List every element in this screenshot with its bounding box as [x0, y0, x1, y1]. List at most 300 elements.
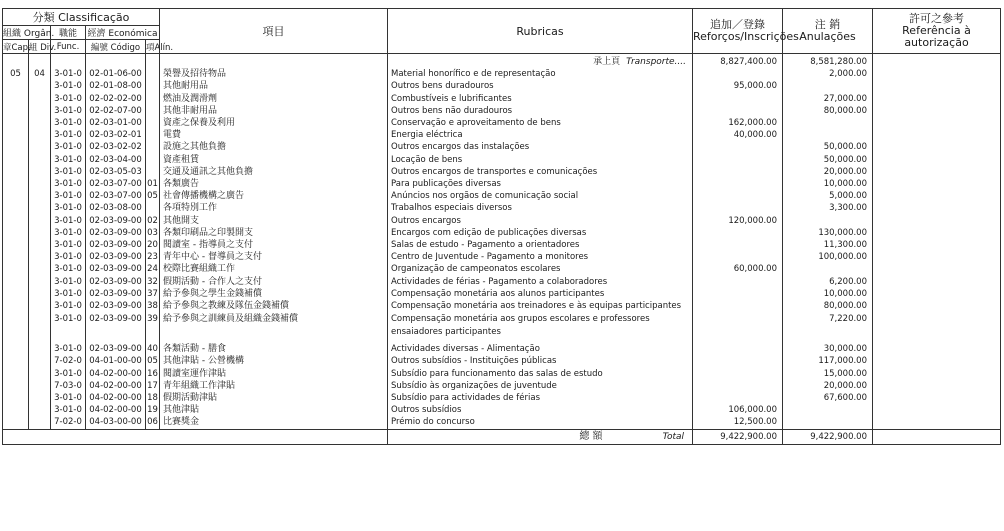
cell-div: [29, 227, 51, 239]
cell-referencia: [873, 239, 1001, 251]
total-row: [3, 429, 1001, 444]
cell-rubrica: Locação de bens: [388, 154, 693, 166]
cell-alin: 05: [147, 356, 158, 367]
cell-referencia: [873, 190, 1001, 202]
cell-referencia: [873, 392, 1001, 404]
table-row: [3, 404, 1001, 416]
cell-cap: [3, 129, 29, 141]
cell-anulacoes: 50,000.00: [783, 141, 873, 153]
cell-referencia: [873, 416, 1001, 429]
cell-anulacoes: 130,000.00: [783, 227, 873, 239]
cell-anulacoes: 10,000.00: [783, 288, 873, 300]
cell-div: [29, 202, 51, 214]
cell-alin: 17: [147, 380, 158, 391]
cell-rubrica: Salas de estudo - Pagamento a orientadores: [388, 239, 693, 251]
cell-div: 04: [29, 68, 51, 80]
table-row: [3, 380, 1001, 392]
cell-code: 02-03-09-00: [86, 276, 146, 288]
transport-zh: 承上頁: [593, 57, 621, 67]
cell-func: 3-01-0: [51, 141, 86, 153]
cell-reforcos: 120,000.00: [693, 215, 783, 227]
cell-func: 3-01-0: [51, 404, 86, 416]
cell-reforcos: [693, 93, 783, 105]
cell-items: 閱讀室運作津貼: [160, 368, 388, 380]
cell-referencia: [873, 178, 1001, 190]
cell-reforcos: [693, 355, 783, 367]
cell-rubrica: Outros encargos de transportes e comunicações: [388, 166, 693, 178]
cell-rubrica: Anúncios nos orgãos de comunicação social: [388, 190, 693, 202]
cell-referencia: [873, 80, 1001, 92]
cell-items: 各類活動 - 膳食: [160, 343, 388, 355]
cell-items: 社會傳播機構之廣告: [160, 190, 388, 202]
cell-div: [29, 154, 51, 166]
cell-anulacoes: 2,000.00: [783, 68, 873, 80]
table-row: [3, 154, 1001, 166]
header-referencia-zh: 許可之參考: [909, 12, 964, 25]
cell-code: 02-03-02-02: [86, 141, 146, 153]
cell-alin: [146, 141, 160, 153]
cell-reforcos: [693, 166, 783, 178]
cell-items: 其他津貼 - 公營機構: [160, 355, 388, 367]
header-items: 項目: [160, 9, 388, 54]
cell-div: [29, 190, 51, 202]
cell-func: 3-01-0: [51, 93, 86, 105]
cell-cap: [3, 202, 29, 214]
cell-anulacoes: [783, 129, 873, 141]
cell-rubrica: Outros encargos: [388, 215, 693, 227]
cell-div: [29, 117, 51, 129]
cell-div: [29, 141, 51, 153]
cell-anulacoes: [783, 416, 873, 429]
cell-cap: [3, 93, 29, 105]
cell-referencia: [873, 202, 1001, 214]
cell-items: 各類廣告: [160, 178, 388, 190]
cell-cap: [3, 416, 29, 429]
cell-items: 資產之保養及利用: [160, 117, 388, 129]
cell-anulacoes: [783, 263, 873, 275]
cell-rubrica: Subsídio para actividades de férias: [388, 392, 693, 404]
cell-anulacoes: 5,000.00: [783, 190, 873, 202]
cell-func: 3-01-0: [51, 68, 86, 80]
header-anulacoes-zh: 注 銷: [814, 18, 841, 31]
cell-items: 給予參與之教練及隊伍金錢補償: [160, 300, 388, 312]
table-row: [3, 166, 1001, 178]
cell-code: 02-02-07-00: [86, 105, 146, 117]
cell-div: [29, 129, 51, 141]
cell-items: 電費: [160, 129, 388, 141]
cell-code: 02-03-09-00: [86, 300, 146, 312]
cell-div: [29, 404, 51, 416]
cell-referencia: [873, 263, 1001, 275]
cell-referencia: [873, 105, 1001, 117]
cell-div: [29, 288, 51, 300]
cell-items: 給予參與之學生金錢補償: [160, 288, 388, 300]
cell-alin: 03: [147, 227, 158, 238]
cell-code: 02-03-09-00: [86, 288, 146, 300]
cell-rubrica: Compensação monetária aos treinadores e às equipas participantes: [388, 300, 693, 312]
header-economica: 經濟 Económica: [86, 26, 160, 40]
cell-anulacoes: 3,300.00: [783, 202, 873, 214]
table-row: [3, 190, 1001, 202]
cell-anulacoes: 11,300.00: [783, 239, 873, 251]
header-classificacao: 分類 Classificação: [3, 9, 160, 26]
cell-reforcos: [693, 141, 783, 153]
cell-anulacoes: 117,000.00: [783, 355, 873, 367]
cell-cap: [3, 368, 29, 380]
cell-cap: [3, 227, 29, 239]
cell-referencia: [873, 93, 1001, 105]
cell-code: 02-03-05-03: [86, 166, 146, 178]
cell-func: 3-01-0: [51, 312, 86, 343]
cell-cap: [3, 392, 29, 404]
cell-referencia: [873, 404, 1001, 416]
cell-reforcos: [693, 239, 783, 251]
cell-code: 02-03-07-00: [86, 190, 146, 202]
cell-cap: [3, 263, 29, 275]
cell-rubrica: Outros bens duradouros: [388, 80, 693, 92]
cell-func: 3-01-0: [51, 227, 86, 239]
cell-cap: [3, 404, 29, 416]
cell-div: [29, 355, 51, 367]
header-referencia-pt2: autorização: [904, 36, 969, 49]
table-row: [3, 288, 1001, 300]
cell-div: [29, 105, 51, 117]
cell-func: 3-01-0: [51, 239, 86, 251]
table-row: [3, 300, 1001, 312]
cell-rubrica: Conservação e aproveitamento de bens: [388, 117, 693, 129]
cell-referencia: [873, 368, 1001, 380]
cell-alin: 38: [147, 301, 158, 312]
cell-anulacoes: 27,000.00: [783, 93, 873, 105]
cell-rubrica: Subsídio para funcionamento das salas de estudo: [388, 368, 693, 380]
cell-func: 3-01-0: [51, 166, 86, 178]
cell-reforcos: 162,000.00: [693, 117, 783, 129]
cell-func: 3-01-0: [51, 368, 86, 380]
cell-rubrica: Para publicações diversas: [388, 178, 693, 190]
cell-alin: [146, 154, 160, 166]
cell-rubrica: Combustíveis e lubrificantes: [388, 93, 693, 105]
cell-rubrica: Centro de Juventude - Pagamento a monitores: [388, 251, 693, 263]
cell-code: 02-03-09-00: [86, 343, 146, 355]
cell-reforcos: [693, 190, 783, 202]
cell-items: 其他津貼: [160, 404, 388, 416]
cell-code: 02-03-02-01: [86, 129, 146, 141]
cell-div: [29, 416, 51, 429]
cell-func: 3-01-0: [51, 392, 86, 404]
cell-alin: 18: [147, 393, 158, 404]
cell-rubrica: Compensação monetária aos alunos participantes: [388, 288, 693, 300]
cell-alin: 05: [147, 191, 158, 202]
cell-rubrica: Actividades diversas - Alimentação: [388, 343, 693, 355]
cell-rubrica: Actividades de férias - Pagamento a colaboradores: [388, 276, 693, 288]
cell-cap: [3, 154, 29, 166]
cell-items: 資產租賃: [160, 154, 388, 166]
cell-div: [29, 392, 51, 404]
cell-code: 02-03-09-00: [86, 312, 146, 343]
cell-cap: [3, 105, 29, 117]
cell-func: 3-01-0: [51, 117, 86, 129]
cell-cap: [3, 355, 29, 367]
cell-anulacoes: 10,000.00: [783, 178, 873, 190]
cell-referencia: [873, 154, 1001, 166]
table-row: [3, 392, 1001, 404]
cell-referencia: [873, 141, 1001, 153]
cell-cap: [3, 288, 29, 300]
cell-code: 02-03-09-00: [86, 227, 146, 239]
header-referencia: [873, 9, 1001, 54]
cell-items: 其他耐用品: [160, 80, 388, 92]
cell-reforcos: [693, 368, 783, 380]
cell-cap: [3, 178, 29, 190]
cell-rubrica: Material honorífico e de representação: [388, 68, 693, 80]
cell-anulacoes: 7,220.00: [783, 312, 873, 343]
cell-items: 閱讀室 - 指導員之支付: [160, 239, 388, 251]
cell-reforcos: [693, 343, 783, 355]
table-row: [3, 227, 1001, 239]
cell-rubrica: Prémio do concurso: [388, 416, 693, 429]
cell-referencia: [873, 355, 1001, 367]
cell-anulacoes: [783, 215, 873, 227]
table-row: [3, 263, 1001, 275]
cell-alin: 16: [147, 368, 158, 379]
header-organica: 組織 Orgân.: [3, 26, 51, 40]
cell-cap: [3, 190, 29, 202]
cell-reforcos: [693, 312, 783, 343]
total-anulacoes: 9,422,900.00: [783, 429, 873, 444]
cell-cap: [3, 380, 29, 392]
table-row: [3, 355, 1001, 367]
cell-div: [29, 368, 51, 380]
cell-func: 3-01-0: [51, 202, 86, 214]
transport-anulacoes: 8,581,280.00: [783, 54, 873, 69]
cell-reforcos: [693, 178, 783, 190]
cell-div: [29, 215, 51, 227]
cell-alin: [146, 68, 160, 80]
cell-code: 02-03-08-00: [86, 202, 146, 214]
cell-items: 交通及通訊之其他負擔: [160, 166, 388, 178]
cell-referencia: [873, 129, 1001, 141]
cell-anulacoes: 80,000.00: [783, 300, 873, 312]
cell-reforcos: [693, 68, 783, 80]
cell-func: 3-01-0: [51, 190, 86, 202]
cell-anulacoes: 20,000.00: [783, 380, 873, 392]
total-label: [388, 429, 693, 444]
cell-reforcos: 12,500.00: [693, 416, 783, 429]
cell-rubrica: Outros subsídios - Instituições públicas: [388, 355, 693, 367]
cell-referencia: [873, 300, 1001, 312]
cell-reforcos: [693, 300, 783, 312]
cell-code: 04-02-00-00: [86, 368, 146, 380]
cell-alin: 01: [147, 179, 158, 190]
cell-items: 青年組織工作津貼: [160, 380, 388, 392]
cell-rubrica: Outros bens não duradouros: [388, 105, 693, 117]
cell-alin: [146, 105, 160, 117]
cell-referencia: [873, 380, 1001, 392]
cell-reforcos: [693, 392, 783, 404]
cell-alin: 24: [147, 264, 158, 275]
cell-reforcos: [693, 105, 783, 117]
header-rubricas: Rubricas: [388, 9, 693, 54]
cell-anulacoes: 15,000.00: [783, 368, 873, 380]
cell-alin: 39: [146, 312, 160, 343]
total-zh: 總 額: [579, 430, 603, 442]
cell-alin: 19: [147, 405, 158, 416]
cell-anulacoes: 100,000.00: [783, 251, 873, 263]
cell-func: 3-01-0: [51, 215, 86, 227]
cell-rubrica: Subsídio às organizações de juventude: [388, 380, 693, 392]
cell-items: 比賽獎金: [160, 416, 388, 429]
budget-table: [2, 8, 1001, 445]
cell-code: 02-03-09-00: [86, 251, 146, 263]
cell-cap: [3, 141, 29, 153]
cell-func: 7-02-0: [51, 355, 86, 367]
header-alin: 項Alín.: [146, 40, 160, 54]
cell-reforcos: 106,000.00: [693, 404, 783, 416]
cell-code: 02-02-02-00: [86, 93, 146, 105]
cell-anulacoes: 50,000.00: [783, 154, 873, 166]
cell-code: 02-03-09-00: [86, 239, 146, 251]
table-row: [3, 276, 1001, 288]
table-row: [3, 215, 1001, 227]
cell-reforcos: 95,000.00: [693, 80, 783, 92]
cell-referencia: [873, 215, 1001, 227]
cell-code: 04-03-00-00: [86, 416, 146, 429]
cell-cap: [3, 166, 29, 178]
cell-div: [29, 93, 51, 105]
total-pt: Total: [662, 431, 684, 442]
cell-alin: [146, 129, 160, 141]
cell-func: 3-01-0: [51, 276, 86, 288]
cell-div: [29, 178, 51, 190]
header-referencia-pt1: Referência à: [902, 24, 971, 37]
cell-alin: 37: [147, 288, 158, 299]
cell-referencia: [873, 117, 1001, 129]
cell-anulacoes: 30,000.00: [783, 343, 873, 355]
cell-alin: [146, 166, 160, 178]
cell-items: 榮譽及招待物品: [160, 68, 388, 80]
cell-referencia: [873, 276, 1001, 288]
transport-row: [3, 54, 1001, 69]
cell-alin: 06: [147, 417, 158, 428]
cell-items: 青年中心 - 督導員之支付: [160, 251, 388, 263]
cell-code: 02-03-04-00: [86, 154, 146, 166]
cell-referencia: [873, 251, 1001, 263]
table-row: [3, 202, 1001, 214]
cell-func: 3-01-0: [51, 154, 86, 166]
cell-cap: [3, 80, 29, 92]
cell-code: 02-01-06-00: [86, 68, 146, 80]
cell-alin: [146, 117, 160, 129]
cell-reforcos: [693, 202, 783, 214]
cell-items: 其他開支: [160, 215, 388, 227]
cell-anulacoes: 80,000.00: [783, 105, 873, 117]
cell-items: 假期活動 - 合作人之支付: [160, 276, 388, 288]
cell-reforcos: [693, 288, 783, 300]
cell-anulacoes: 20,000.00: [783, 166, 873, 178]
cell-alin: [146, 202, 160, 214]
cell-code: 02-03-01-00: [86, 117, 146, 129]
cell-anulacoes: [783, 404, 873, 416]
header-funcional-bottom: Func.: [51, 40, 86, 54]
cell-rubrica: Energia eléctrica: [388, 129, 693, 141]
cell-div: [29, 276, 51, 288]
cell-anulacoes: 67,600.00: [783, 392, 873, 404]
header-reforcos-zh: 追加／登錄: [710, 18, 765, 31]
cell-func: 3-01-0: [51, 288, 86, 300]
cell-alin: [146, 80, 160, 92]
cell-reforcos: [693, 227, 783, 239]
cell-referencia: [873, 166, 1001, 178]
table-row: [3, 80, 1001, 92]
cell-div: [29, 80, 51, 92]
cell-div: [29, 312, 51, 343]
header-codigo: 編號 Código: [86, 40, 146, 54]
cell-div: [29, 166, 51, 178]
cell-cap: [3, 215, 29, 227]
cell-div: [29, 251, 51, 263]
table-row: [3, 251, 1001, 263]
cell-anulacoes: 6,200.00: [783, 276, 873, 288]
table-header: [3, 9, 1001, 54]
cell-func: 7-02-0: [51, 416, 86, 429]
cell-alin: 32: [147, 276, 158, 287]
cell-referencia: [873, 343, 1001, 355]
cell-code: 02-03-09-00: [86, 263, 146, 275]
table-row: [3, 239, 1001, 251]
cell-rubrica: Encargos com edição de publicações diversas: [388, 227, 693, 239]
transport-label: [388, 54, 693, 69]
header-anulacoes-pt: Anulações: [799, 30, 856, 43]
cell-referencia: [873, 312, 1001, 343]
cell-func: 3-01-0: [51, 129, 86, 141]
cell-rubrica: Trabalhos especiais diversos: [388, 202, 693, 214]
cell-code: 04-02-00-00: [86, 392, 146, 404]
cell-func: 3-01-0: [51, 178, 86, 190]
cell-referencia: [873, 68, 1001, 80]
cell-rubrica: Compensação monetária aos grupos escolares e professores ensaiadores participantes: [388, 312, 693, 343]
cell-div: [29, 343, 51, 355]
cell-code: 04-02-00-00: [86, 380, 146, 392]
cell-func: 7-03-0: [51, 380, 86, 392]
cell-alin: 20: [147, 240, 158, 251]
cell-cap: [3, 251, 29, 263]
header-div: 組 Div.: [29, 40, 51, 54]
cell-cap: [3, 117, 29, 129]
table-body: [3, 54, 1001, 430]
cell-cap: [3, 239, 29, 251]
cell-rubrica: Outros encargos das instalações: [388, 141, 693, 153]
header-reforcos: [693, 9, 799, 54]
cell-cap: [3, 300, 29, 312]
cell-div: [29, 300, 51, 312]
cell-items: 各類印刷品之印製開支: [160, 227, 388, 239]
cell-reforcos: 60,000.00: [693, 263, 783, 275]
cell-reforcos: [693, 276, 783, 288]
table-row: [3, 105, 1001, 117]
table-row: [3, 368, 1001, 380]
table-row: [3, 178, 1001, 190]
cell-alin: 40: [147, 344, 158, 355]
cell-code: 04-01-00-00: [86, 355, 146, 367]
cell-alin: 23: [147, 252, 158, 263]
cell-div: [29, 239, 51, 251]
cell-div: [29, 263, 51, 275]
cell-items: 燃油及潤滑劑: [160, 93, 388, 105]
cell-reforcos: [693, 251, 783, 263]
cell-rubrica: Outros subsídios: [388, 404, 693, 416]
cell-referencia: [873, 288, 1001, 300]
cell-div: [29, 380, 51, 392]
